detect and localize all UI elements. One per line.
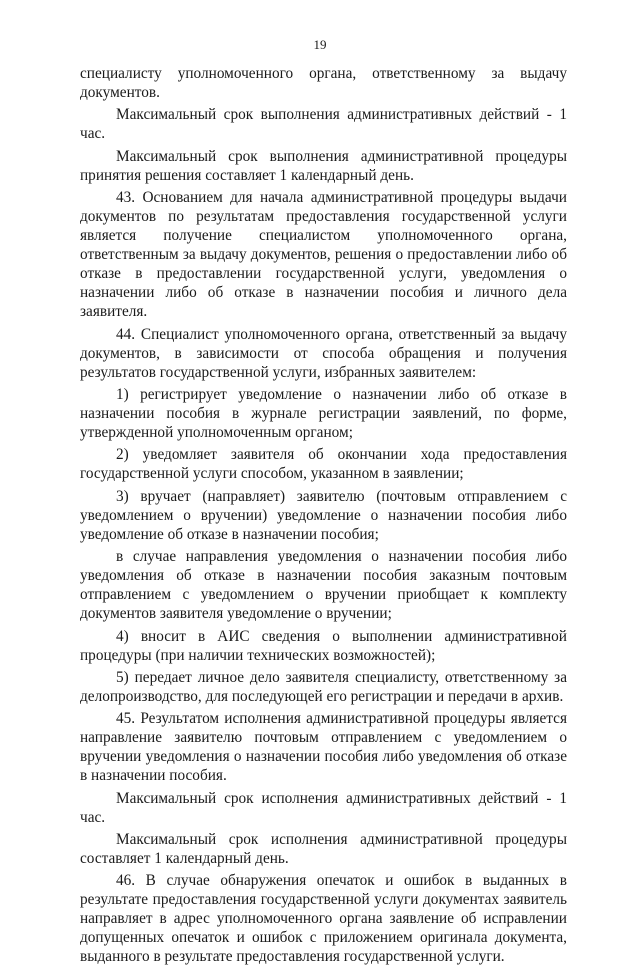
paragraph: Максимальный срок выполнения административной процедуры принятия решения составляет 1 календарный день. [80,147,567,184]
paragraph: 46. В случае обнаружения опечаток и ошибок в выданных в результате предоставления государственной услуги документах заявитель направляет в адрес уполномоченного органа заявление об исправлении допущенных опечаток и ошибок с приложением оригинала документа, выданного в результате предоставления государственной услуги. [80,872,567,966]
paragraph: в случае направления уведомления о назначении пособия либо уведомления об отказе в назначении пособия заказным почтовым отправлением с уведомлением о вручении приобщает к комплекту документов заявителя уведомление о вручении; [80,548,567,623]
paragraph: Максимальный срок исполнения административных действий - 1 час. [80,789,567,826]
paragraph: Максимальный срок выполнения административных действий - 1 час. [80,106,567,143]
paragraph: 43. Основанием для начала административной процедуры выдачи документов по результатам предоставления государственной услуги является получение специалистом уполномоченного органа, ответственным за выдачу документов, решения о предоставлении либо об отказе в предоставлении государственной услуги, уведомления о назначении либо об отказе в назначении пособия и личного дела заявителя. [80,189,567,321]
paragraph: 2) уведомляет заявителя об окончании хода предоставления государственной услуги способом, указанном в заявлении; [80,446,567,483]
document-body [80,64,567,970]
paragraph: 44. Специалист уполномоченного органа, ответственный за выдачу документов, в зависимости от способа обращения и получения результатов государственной услуги, избранных заявителем: [80,325,567,381]
paragraph: 1) регистрирует уведомление о назначении либо об отказе в назначении пособия в журнале регистрации заявлений, по форме, утвержденной уполномоченным органом; [80,385,567,441]
paragraph: специалисту уполномоченного органа, ответственному за выдачу документов. [80,65,567,101]
paragraph: 45. Результатом исполнения административной процедуры является направление заявителю почтовым отправлением с уведомлением о вручении уведомления о назначении пособия либо уведомления об отказе в назначении пособия. [80,710,567,785]
page-number: 19 [313,37,327,52]
paragraph: 4) вносит в АИС сведения о выполнении административной процедуры (при наличии технических возможностей); [80,627,567,664]
paragraph: Максимальный срок исполнения административной процедуры составляет 1 календарный день. [80,831,567,868]
paragraph: 3) вручает (направляет) заявителю (почтовым отправлением с уведомлением о вручении) уведомление о назначении пособия либо уведомление об отказе в назначении пособия; [80,487,567,543]
paragraph: 5) передает личное дело заявителя специалисту, ответственному за делопроизводство, для последующей его регистрации и передачи в архив. [80,668,567,705]
